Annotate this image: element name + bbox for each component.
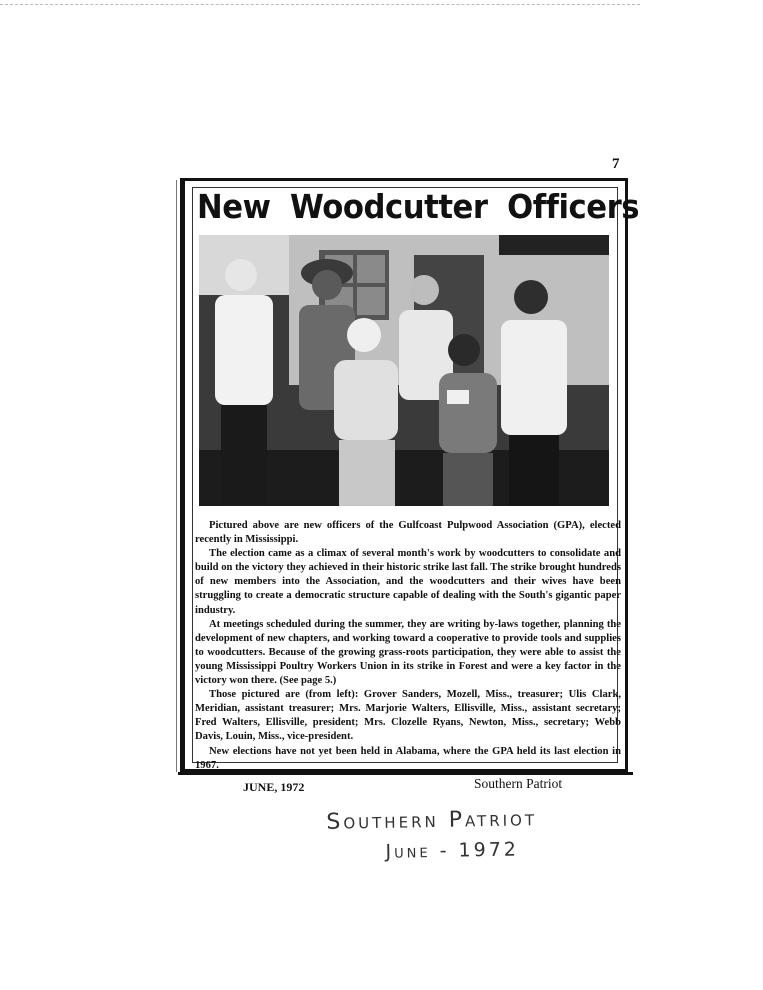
headline: New Woodcutter Officers — [197, 187, 640, 226]
article-paragraph: Pictured above are new officers of the Gulfcoast Pulpwood Association (GPA), elected recently in Mississippi. — [195, 520, 621, 546]
photo-image-icon — [199, 235, 609, 506]
article-paragraph: At meetings scheduled during the summer, they are writing by-laws together, planning the development of new chapters, and working toward a cooperative to provide tools and supplies to woodcutters. Because of the growing grass-roots participation, they were able to assist the young Mississippi Poultry Workers Union in its strike in Forest and were a key factor in the victory won there. (See page 5.) — [195, 618, 621, 687]
publication-name: Southern Patriot — [474, 776, 563, 791]
top-dashed-edge — [0, 4, 640, 5]
margin-line — [176, 180, 177, 772]
group-photo — [199, 235, 609, 506]
article-paragraph: New elections have not yet been held in Alabama, where the GPA held its last election in 1967. — [195, 745, 621, 771]
handwritten-line-2: June - 1972 — [385, 838, 520, 863]
article-paragraph: Those pictured are (from left): Grover Sanders, Mozell, Miss., treasurer; Ulis Clark, Meridian, assistant treasurer; Mrs. Marjorie Walters, Ellisville, Miss., assistant secretary; Fred Walters, Ellisville, president; Mrs. Clozelle Ryans, Newton, Miss., secretary; Webb Davis, Louin, Miss., vice-president. — [195, 689, 621, 743]
article-body — [195, 519, 621, 773]
handwritten-line-1: Southern Patriot — [326, 806, 538, 835]
footer-rule — [178, 772, 633, 775]
page-number: 7 — [612, 156, 620, 172]
newspaper-clipping — [180, 178, 640, 772]
handwritten-note — [311, 804, 552, 868]
publication-date: JUNE, 1972 — [243, 780, 305, 794]
article-paragraph: The election came as a climax of several month's work by woodcutters to consolidate and build on the victory they achieved in their historic strike last fall. The strike brought hundreds of new members into the Association, and the woodcutters and their wives have been struggling to create a democratic structure capable of dealing with the South's gigantic paper industry. — [195, 548, 621, 616]
